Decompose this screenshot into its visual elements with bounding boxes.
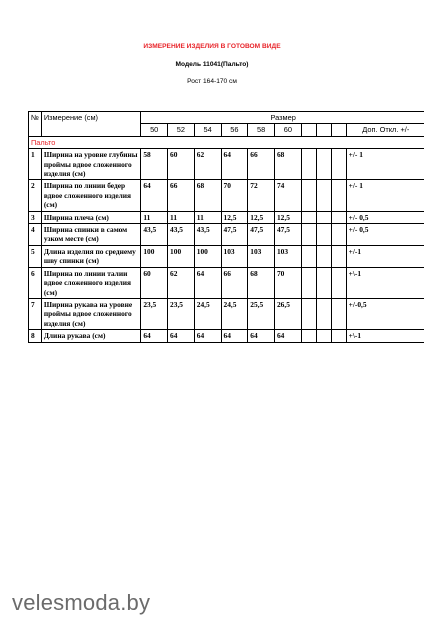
empty-cell xyxy=(331,124,346,136)
table-row xyxy=(29,267,424,298)
header-number: № xyxy=(29,112,42,137)
empty-cell xyxy=(316,330,331,342)
table-header-row xyxy=(29,112,424,124)
empty-cell xyxy=(331,245,346,267)
row-tolerance: +/- 1 xyxy=(346,180,424,211)
row-measurement-name: Ширина по линии талии вдвое сложенного изделия (см) xyxy=(41,267,140,298)
row-value: 103 xyxy=(221,245,248,267)
size-header: 54 xyxy=(194,124,221,136)
height-label: Рост 164-170 см xyxy=(187,78,237,85)
row-value: 12,5 xyxy=(221,211,248,223)
row-value: 60 xyxy=(141,267,168,298)
size-header: 60 xyxy=(274,124,301,136)
row-value: 60 xyxy=(168,149,195,180)
empty-cell xyxy=(331,224,346,246)
empty-cell xyxy=(316,149,331,180)
row-number: 5 xyxy=(29,245,42,267)
empty-cell xyxy=(331,149,346,180)
row-number: 6 xyxy=(29,267,42,298)
row-tolerance: +/-0,5 xyxy=(346,298,424,329)
measurement-table xyxy=(28,111,424,343)
size-header: 56 xyxy=(221,124,248,136)
row-number: 2 xyxy=(29,180,42,211)
row-measurement-name: Ширина по линии бедер вдвое сложенного изделия (см) xyxy=(41,180,140,211)
empty-cell xyxy=(316,124,331,136)
empty-cell xyxy=(331,180,346,211)
empty-cell xyxy=(301,124,316,136)
row-value: 64 xyxy=(221,149,248,180)
row-value: 66 xyxy=(168,180,195,211)
row-tolerance: +/-1 xyxy=(346,245,424,267)
row-number: 4 xyxy=(29,224,42,246)
row-value: 25,5 xyxy=(248,298,275,329)
row-number: 7 xyxy=(29,298,42,329)
section-row xyxy=(29,136,424,148)
empty-cell xyxy=(316,298,331,329)
row-value: 74 xyxy=(274,180,301,211)
table-row xyxy=(29,245,424,267)
document-title: ИЗМЕРЕНИЕ ИЗДЕЛИЯ В ГОТОВОМ ВИДЕ xyxy=(143,43,281,50)
row-value: 43,5 xyxy=(168,224,195,246)
row-value: 100 xyxy=(194,245,221,267)
row-tolerance: +/- 1 xyxy=(346,149,424,180)
size-header: 52 xyxy=(168,124,195,136)
row-measurement-name: Длина изделия по среднему шву спинки (см) xyxy=(41,245,140,267)
empty-cell xyxy=(301,149,316,180)
header-tolerance: Доп. Откл. +/- xyxy=(346,124,424,136)
row-measurement-name: Ширина плеча (см) xyxy=(41,211,140,223)
row-measurement-name: Ширина рукава на уровне проймы вдвое сложенного изделия (см) xyxy=(41,298,140,329)
row-value: 68 xyxy=(274,149,301,180)
empty-cell xyxy=(331,211,346,223)
row-value: 58 xyxy=(141,149,168,180)
row-value: 103 xyxy=(274,245,301,267)
row-value: 68 xyxy=(248,267,275,298)
table-row xyxy=(29,298,424,329)
row-value: 47,5 xyxy=(221,224,248,246)
row-value: 26,5 xyxy=(274,298,301,329)
row-value: 64 xyxy=(141,330,168,342)
row-value: 43,5 xyxy=(194,224,221,246)
empty-cell xyxy=(301,330,316,342)
row-value: 100 xyxy=(141,245,168,267)
row-value: 64 xyxy=(221,330,248,342)
row-tolerance: +\-1 xyxy=(346,267,424,298)
row-value: 68 xyxy=(194,180,221,211)
empty-cell xyxy=(331,298,346,329)
watermark: velesmoda.by xyxy=(12,590,151,615)
row-tolerance: +/- 0,5 xyxy=(346,224,424,246)
empty-cell xyxy=(301,211,316,223)
row-value: 72 xyxy=(248,180,275,211)
row-number: 3 xyxy=(29,211,42,223)
empty-cell xyxy=(316,245,331,267)
table-row xyxy=(29,149,424,180)
empty-cell xyxy=(331,330,346,342)
row-value: 103 xyxy=(248,245,275,267)
size-header: 58 xyxy=(248,124,275,136)
row-value: 64 xyxy=(194,267,221,298)
row-value: 64 xyxy=(141,180,168,211)
row-number: 1 xyxy=(29,149,42,180)
header-measurement: Измерение (см) xyxy=(41,112,140,137)
row-value: 11 xyxy=(168,211,195,223)
row-value: 64 xyxy=(274,330,301,342)
row-value: 11 xyxy=(194,211,221,223)
empty-cell xyxy=(316,267,331,298)
row-value: 70 xyxy=(274,267,301,298)
empty-cell xyxy=(301,245,316,267)
header-size: Размер xyxy=(141,112,424,124)
row-value: 43,5 xyxy=(141,224,168,246)
row-value: 23,5 xyxy=(141,298,168,329)
row-number: 8 xyxy=(29,330,42,342)
row-value: 100 xyxy=(168,245,195,267)
row-value: 47,5 xyxy=(248,224,275,246)
row-value: 64 xyxy=(194,330,221,342)
empty-cell xyxy=(301,267,316,298)
row-value: 24,5 xyxy=(194,298,221,329)
model-label: Модель 11041(Пальто) xyxy=(175,61,249,68)
row-tolerance: +\-1 xyxy=(346,330,424,342)
empty-cell xyxy=(316,180,331,211)
table-row xyxy=(29,211,424,223)
row-value: 24,5 xyxy=(221,298,248,329)
row-value: 66 xyxy=(221,267,248,298)
row-value: 11 xyxy=(141,211,168,223)
empty-cell xyxy=(331,267,346,298)
row-value: 62 xyxy=(168,267,195,298)
empty-cell xyxy=(316,224,331,246)
row-value: 12,5 xyxy=(274,211,301,223)
row-value: 47,5 xyxy=(274,224,301,246)
empty-cell xyxy=(301,298,316,329)
size-header: 50 xyxy=(141,124,168,136)
empty-cell xyxy=(301,180,316,211)
row-value: 66 xyxy=(248,149,275,180)
row-value: 62 xyxy=(194,149,221,180)
row-value: 64 xyxy=(168,330,195,342)
table-row xyxy=(29,330,424,342)
section-label: Пальто xyxy=(29,136,424,148)
row-value: 23,5 xyxy=(168,298,195,329)
row-measurement-name: Ширина на уровне глубины проймы вдвое сложенного изделия (см) xyxy=(41,149,140,180)
row-measurement-name: Длина рукава (см) xyxy=(41,330,140,342)
table-row xyxy=(29,224,424,246)
row-tolerance: +/- 0,5 xyxy=(346,211,424,223)
row-measurement-name: Ширина спинки в самом узком месте (см) xyxy=(41,224,140,246)
empty-cell xyxy=(301,224,316,246)
empty-cell xyxy=(316,211,331,223)
table-row xyxy=(29,180,424,211)
row-value: 12,5 xyxy=(248,211,275,223)
row-value: 64 xyxy=(248,330,275,342)
row-value: 70 xyxy=(221,180,248,211)
